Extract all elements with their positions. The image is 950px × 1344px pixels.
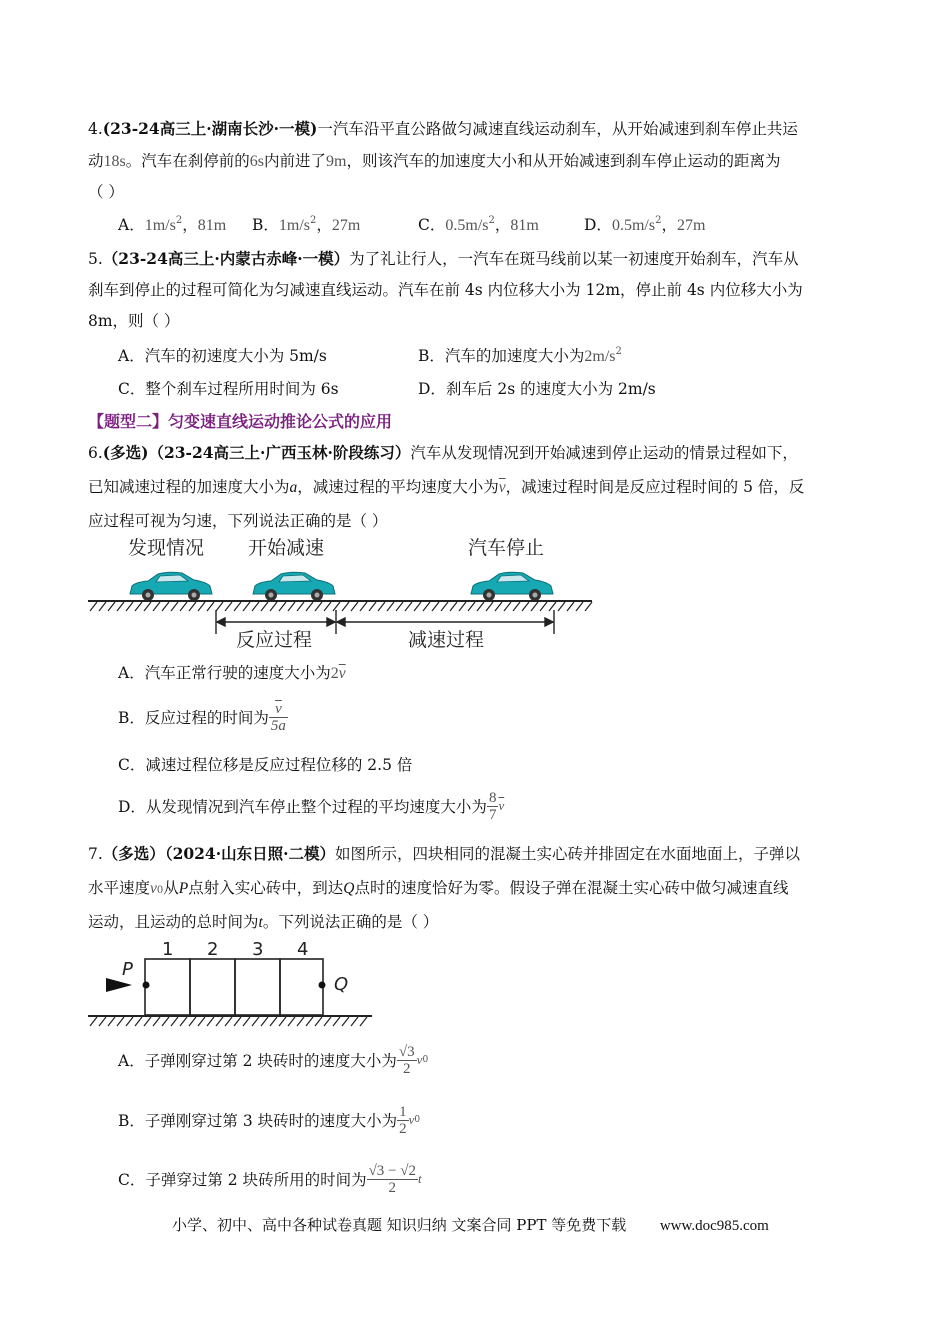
hatch-mark (126, 602, 133, 611)
q6-line1: 6.(多选)（23-24高三上·广西玉林·阶段练习）汽车从发现情况到开始减速到停止运动的情景过程如下， (88, 443, 798, 462)
hatch-mark (252, 602, 259, 611)
hatch-mark (585, 602, 592, 611)
hatch-mark (576, 602, 583, 611)
hatch-mark (234, 1017, 241, 1026)
hatch-mark (162, 602, 169, 611)
q6-line2: 已知减速过程的加速度大小为a，减速过程的平均速度大小为$\overline{v}$，减速过程时间是反应过程时间的 5 倍，反 (88, 478, 805, 496)
hatch-mark (243, 1017, 250, 1026)
q7-line3: 运动，且运动的总时间为t。下列说法正确的是（ ） (88, 913, 439, 931)
point-q-marker (319, 982, 326, 989)
fig6-label-stop: 汽车停止 (468, 537, 545, 559)
car-icon (471, 572, 553, 601)
fig6-label-discover: 发现情况 (128, 537, 205, 559)
q7-tag: （多选） (102, 844, 165, 863)
hatch-mark (522, 602, 529, 611)
hatch-mark (432, 602, 439, 611)
hatch-mark (261, 1017, 268, 1026)
q7-number: 7. (88, 845, 103, 863)
fraction: $\frac{\overline{v}}{5a}$ (270, 700, 286, 734)
q4-text: 一汽车沿平直公路做匀减速直线运动刹车，从开始减速到刹车停止共运 (317, 120, 798, 138)
hatch-mark (288, 1017, 295, 1026)
q4-total-time: 18s (103, 153, 126, 170)
q5-option-d[interactable]: D．刹车后 2s 的速度大小为 2m/s (418, 380, 656, 398)
q4-line2: 动18s。汽车在刹停前的6s内前进了9m，则该汽车的加速度大小和从开始减速到刹车停止运动的距离为 (88, 152, 781, 170)
hatch-mark (234, 602, 241, 611)
q6-option-c[interactable]: C．减速过程位移是反应过程位移的 2.5 倍 (118, 756, 413, 774)
hatch-mark (216, 1017, 223, 1026)
hatch-mark (405, 602, 412, 611)
hatch-mark (315, 602, 322, 611)
hatch-mark (504, 602, 511, 611)
hatch-mark (477, 602, 484, 611)
hatch-mark (279, 1017, 286, 1026)
hatch-mark (189, 1017, 196, 1026)
q7-line2: 水平速度v0从P点射入实心砖中，到达Q点时的速度恰好为零。假设子弹在混凝土实心砖中做匀减速直线 (88, 879, 789, 897)
hatch-mark (342, 602, 349, 611)
q6-source: （23-24高三上·广西玉林·阶段练习） (148, 443, 411, 462)
car-icon (253, 572, 335, 601)
fraction: $\frac{1}{2}$ (399, 1103, 407, 1137)
hatch-mark (108, 602, 115, 611)
hatch-mark (261, 602, 268, 611)
hatch-mark (243, 602, 250, 611)
hatch-mark (207, 602, 214, 611)
q4-option-b[interactable]: B．$1m/s^2$，27m (252, 215, 361, 234)
q4-last-time: 6s (249, 153, 264, 170)
section-heading: 【题型二】匀变速直线运动推论公式的应用 (88, 412, 393, 431)
fraction: $\frac{√3}{2}$ (398, 1043, 415, 1077)
hatch-mark (333, 1017, 340, 1026)
hatch-mark (306, 602, 313, 611)
q6-tag: (多选) (102, 443, 149, 462)
bricks (145, 959, 323, 1015)
point-p-marker (143, 982, 150, 989)
brick-number: 1 (162, 939, 174, 960)
hatch-mark (351, 1017, 358, 1026)
hatch-mark (540, 602, 547, 611)
hatch-mark (459, 602, 466, 611)
hatch-mark (324, 602, 331, 611)
hatch-mark (441, 602, 448, 611)
hatch-mark (360, 1017, 367, 1026)
q5-number: 5. (88, 250, 103, 268)
q4-option-c[interactable]: C．$0.5m/s^2$，81m (418, 215, 539, 234)
q7-figure (86, 935, 386, 1027)
ground-line (88, 1016, 372, 1026)
q5-option-a[interactable]: A．汽车的初速度大小为 5m/s (118, 347, 327, 365)
brick-number: 3 (252, 939, 264, 960)
hatch-mark (387, 602, 394, 611)
q4-number: 4. (88, 120, 103, 138)
q6-number: 6. (88, 444, 103, 462)
hatch-mark (369, 602, 376, 611)
hatch-mark (531, 602, 538, 611)
hatch-mark (486, 602, 493, 611)
hatch-mark (171, 1017, 178, 1026)
hatch-mark (270, 1017, 277, 1026)
bullet-icon (106, 978, 132, 992)
hatch-mark (90, 1017, 97, 1026)
hatch-mark (171, 602, 178, 611)
hatch-mark (279, 602, 286, 611)
hatch-mark (117, 602, 124, 611)
q4-line1 (88, 117, 798, 139)
q7-option-c[interactable]: C．子弹穿过第 2 块砖所用的时间为 $\frac{√3 - √2}{2}$ t (118, 1162, 422, 1196)
q4-source: (23-24高三上·湖南长沙·一模) (102, 119, 318, 138)
q4-answer-paren: （ ） (88, 183, 124, 201)
label-p: P (122, 959, 133, 980)
fig6-segment-reaction: 反应过程 (236, 629, 313, 651)
q4-option-d[interactable]: D．$0.5m/s^2$，27m (584, 215, 706, 234)
car-icon (130, 572, 212, 601)
hatch-mark (306, 1017, 313, 1026)
q6-figure (86, 530, 596, 652)
hatch-mark (297, 602, 304, 611)
hatch-mark (198, 602, 205, 611)
footer-link[interactable]: www.doc985.com (659, 1218, 769, 1234)
q6-option-d[interactable]: D．从发现情况到汽车停止整个过程的平均速度大小为 $\frac{8}{7}$ $\overline{v}$ (118, 789, 505, 823)
hatch-mark (153, 1017, 160, 1026)
hatch-mark (333, 602, 340, 611)
fraction: $\frac{8}{7}$ (488, 789, 497, 823)
hatch-mark (90, 602, 97, 611)
hatch-mark (567, 602, 574, 611)
hatch-mark (180, 1017, 187, 1026)
hatch-mark (198, 1017, 205, 1026)
brick-number: 2 (207, 939, 219, 960)
hatch-mark (315, 1017, 322, 1026)
hatch-mark (108, 1017, 115, 1026)
footer (172, 1214, 769, 1235)
hatch-mark (99, 1017, 106, 1026)
q4-option-a[interactable]: A．$1m/s^2$，81m (118, 215, 227, 234)
hatch-mark (99, 602, 106, 611)
hatch-mark (288, 602, 295, 611)
hatch-mark (324, 1017, 331, 1026)
hatch-mark (225, 1017, 232, 1026)
hatch-mark (135, 602, 142, 611)
hatch-mark (495, 602, 502, 611)
q5-line2: 刹车到停止的过程可简化为匀减速直线运动。汽车在前 4s 内位移大小为 12m，停止前 4s 内位移大小为 (88, 281, 803, 299)
fig6-label-start-brake: 开始减速 (248, 537, 325, 559)
footer-text: 小学、初中、高中各种试卷真题 知识归纳 文案合同 PPT 等免费下载 (172, 1216, 627, 1234)
q7-option-a[interactable]: A．子弹刚穿过第 2 块砖时的速度大小为 $\frac{√3}{2}$ v 0 (118, 1043, 429, 1077)
ground-line (88, 601, 592, 611)
fraction: $\frac{√3 - √2}{2}$ (368, 1162, 417, 1196)
hatch-mark (180, 602, 187, 611)
q6-option-b[interactable]: B．反应过程的时间为 $\frac{\overline{v}}{5a}$ (118, 700, 286, 734)
hatch-mark (117, 1017, 124, 1026)
q7-option-b[interactable]: B．子弹刚穿过第 3 块砖时的速度大小为 $\frac{1}{2}$ v 0 (118, 1103, 421, 1137)
hatch-mark (468, 602, 475, 611)
hatch-mark (558, 602, 565, 611)
hatch-mark (513, 602, 520, 611)
brick-number: 4 (297, 939, 309, 960)
label-q: Q (334, 974, 349, 995)
q4-last-distance: 9m (326, 153, 347, 170)
hatch-mark (135, 1017, 142, 1026)
hatch-mark (216, 602, 223, 611)
hatch-mark (162, 1017, 169, 1026)
hatch-mark (270, 602, 277, 611)
q5-line3: 8m，则（ ） (88, 312, 180, 330)
hatch-mark (207, 1017, 214, 1026)
q6-line3: 应过程可视为匀速，下列说法正确的是（ ） (88, 512, 388, 530)
hatch-mark (153, 602, 160, 611)
q5-line1: 5.（23-24高三上·内蒙古赤峰·一模）为了礼让行人，一汽车在斑马线前以某一初速度开始刹车，汽车从 (88, 249, 799, 268)
hatch-mark (396, 602, 403, 611)
hatch-mark (549, 602, 556, 611)
hatch-mark (144, 1017, 151, 1026)
hatch-mark (360, 602, 367, 611)
q6-option-a[interactable]: A．汽车正常行驶的速度大小为$2\overline{v}$ (118, 664, 346, 682)
hatch-mark (225, 602, 232, 611)
hatch-mark (342, 1017, 349, 1026)
fig6-segment-braking: 减速过程 (408, 629, 485, 651)
hatch-mark (351, 602, 358, 611)
hatch-mark (126, 1017, 133, 1026)
hatch-mark (378, 602, 385, 611)
q5-option-c[interactable]: C．整个刹车过程所用时间为 6s (118, 380, 339, 398)
hatch-mark (144, 602, 151, 611)
q7-line1: 7.（多选）（2024·山东日照·二模）如图所示，四块相同的混凝土实心砖并排固定在水面地面上，子弹以 (88, 844, 801, 863)
q5-option-b[interactable]: B．汽车的加速度大小为$2m/s^2$ (418, 346, 622, 365)
q7-source: （2024·山东日照·二模） (164, 844, 335, 863)
hatch-mark (252, 1017, 259, 1026)
hatch-mark (423, 602, 430, 611)
q5-source: （23-24高三上·内蒙古赤峰·一模） (102, 249, 350, 268)
hatch-mark (297, 1017, 304, 1026)
hatch-mark (450, 602, 457, 611)
hatch-mark (414, 602, 421, 611)
hatch-mark (189, 602, 196, 611)
